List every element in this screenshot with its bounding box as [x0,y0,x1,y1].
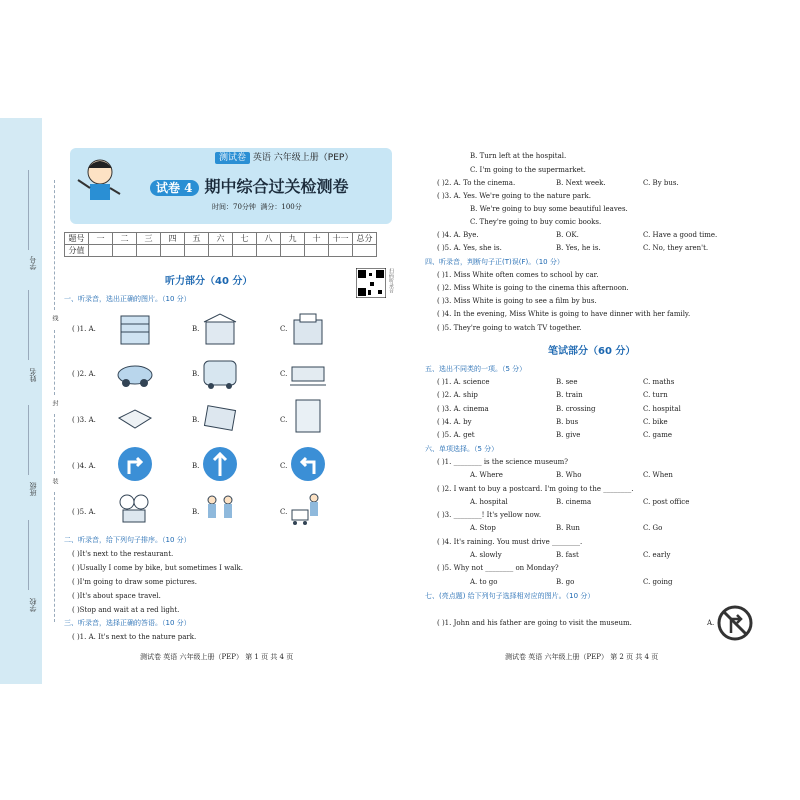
s4-item: ( )4. In the evening, Miss White is going to have dinner with her family. [437,310,691,318]
opt: C. Go [643,524,663,532]
writing-title: 笔试部分（60 分） [548,346,636,357]
cell[interactable] [209,245,233,257]
score-table [64,232,377,257]
header-tag: 测试卷 [215,152,250,164]
opt-c: C. [280,370,288,378]
header-grade: 六年级上册（PEP） [273,153,354,163]
opt: A. Where [470,471,503,479]
s4-item: ( )2. Miss White is going to the cinema this afternoon. [437,284,629,292]
s3-q5-c: C. No, they aren't. [643,244,709,252]
opt: C. post office [643,498,690,506]
s5-c: C. turn [643,391,668,399]
section-2-heading: 二、听录音，给下列句子排序。（10 分） [64,536,191,544]
qr-code-icon[interactable] [356,268,386,298]
opt: B. Who [556,471,582,479]
opt: A. hospital [470,498,508,506]
shop-icon [202,310,238,346]
cell[interactable] [257,245,281,257]
s5-b: B. crossing [556,405,596,413]
listening-title: 听力部分（40 分） [165,276,253,287]
no-right-turn-sign-icon [717,605,753,641]
opt: A. Stop [470,524,496,532]
post-office-icon [290,310,326,346]
header-subject: 英语 [252,153,271,163]
building-icon [117,310,153,346]
s5-a: ( )4. A. by [437,418,472,426]
opt-b: B. [192,416,200,424]
s1-q2: ( )2. A. [72,370,96,378]
family-walking-icon [202,492,238,528]
turn-right-sign-icon [117,446,153,482]
s6-q1: ( )1. ________ is the science museum? [437,458,569,466]
line [28,290,29,360]
s5-c: C. bike [643,418,668,426]
cell: 八 [257,233,281,245]
table-row [65,245,377,257]
shopping-cart-icon [290,492,326,528]
exam-time: 时间：70分钟 [212,203,256,211]
label-name: 姓名 [29,368,37,382]
opt-b: B. [192,370,200,378]
opt-c: C. [280,325,288,333]
cell[interactable] [137,245,161,257]
s1-q3: ( )3. A. [72,416,96,424]
footer-left: 测试卷 英语 六年级上册（PEP） 第 1 页 共 4 页 [140,653,294,661]
s3-q5-a: ( )5. A. Yes, she is. [437,244,502,252]
s5-c: C. maths [643,378,675,386]
cartoon-boy-icon [74,152,124,212]
train-icon [290,355,326,391]
table-row [65,233,377,245]
section-1-heading: 一、听录音，选出正确的图片。（10 分） [64,295,191,303]
cell: 五 [185,233,209,245]
cell: 四 [161,233,185,245]
title-text: 期中综合过关检测卷 [204,177,349,196]
s7-opt-a: A. [707,619,715,627]
s3-q5-b: B. Yes, he is. [556,244,601,252]
bus-icon [202,355,238,391]
s3-q2-b: B. Next week. [556,179,606,187]
section-4-heading: 四、听录音，判断句子正(T)误(F)。（10 分） [425,258,564,266]
opt: A. slowly [470,551,502,559]
cell[interactable] [185,245,209,257]
s5-b: B. train [556,391,583,399]
label-class: 班级 [29,482,37,496]
cell[interactable] [305,245,329,257]
taxi-icon [117,355,153,391]
cell: 十 [305,233,329,245]
section-6-heading: 六、单项选择。（5 分） [425,445,499,453]
page-title [150,174,349,197]
opt: C. early [643,551,671,559]
cell[interactable] [281,245,305,257]
s5-a: ( )2. A. ship [437,391,478,399]
s2-item: ( )I'm going to draw some pictures. [72,578,197,586]
s7-q1: ( )1. John and his father are going to visit the museum. [437,619,632,627]
cell: 九 [281,233,305,245]
footer-right: 测试卷 英语 六年级上册（PEP） 第 2 页 共 4 页 [505,653,659,661]
line [28,170,29,250]
s6-q2: ( )2. I want to buy a postcard. I'm going to the ________. [437,485,634,493]
opt: B. fast [556,551,579,559]
s3-q2-a: ( )2. A. To the cinema. [437,179,516,187]
cell[interactable] [161,245,185,257]
s5-b: B. give [556,431,581,439]
s6-q5: ( )5. Why not ________ on Monday? [437,564,559,572]
s2-item: ( )It's about space travel. [72,592,161,600]
mark-line: 线 [51,315,58,321]
opt-b: B. [192,325,200,333]
cell: 六 [209,233,233,245]
cell[interactable] [353,245,377,257]
opt: C. going [643,578,673,586]
mark-bind: 装 [51,478,58,484]
mark-seal: 封 [51,400,58,406]
s1-q5: ( )5. A. [72,508,96,516]
s5-a: ( )3. A. cinema [437,405,489,413]
cell: 三 [137,233,161,245]
cell[interactable] [233,245,257,257]
turn-left-sign-icon [290,446,326,482]
s5-a: ( )5. A. get [437,431,475,439]
cut-line [54,330,55,395]
s6-q4: ( )4. It's raining. You must drive ________. [437,538,583,546]
s1-q4: ( )4. A. [72,462,96,470]
s5-a: ( )1. A. science [437,378,490,386]
film-projector-icon [117,492,153,528]
cell[interactable] [329,245,353,257]
open-book-icon [117,400,153,436]
s3-q1-b: B. Turn left at the hospital. [470,152,567,160]
opt-c: C. [280,416,288,424]
s3-q3-c: C. They're going to buy comic books. [470,218,602,226]
paper-number: 试卷 4 [150,180,199,196]
section-5-heading: 五、选出不同类的一项。（5 分） [425,365,527,373]
opt: A. to go [470,578,498,586]
header-title-row [215,150,353,163]
go-straight-sign-icon [202,446,238,482]
opt: C. When [643,471,673,479]
s5-c: C. hospital [643,405,681,413]
exam-info [212,202,302,212]
s2-item: ( )Stop and wait at a red light. [72,606,180,614]
s3-q4-c: C. Have a good time. [643,231,718,239]
opt-c: C. [280,462,288,470]
cut-line [54,414,55,474]
section-3-heading: 三、听录音，选择正确的答语。（10 分） [64,619,191,627]
section-7-heading: 七、(亮点题) 给下列句子选择相对应的图片。（10 分） [425,592,595,600]
s3-q3-b: B. We're going to buy some beautiful leaves. [470,205,628,213]
opt-c: C. [280,508,288,516]
s5-b: B. see [556,378,578,386]
qr-caption: 扫码听录音 [388,268,394,293]
cell: 七 [233,233,257,245]
opt: B. go [556,578,575,586]
book-icon [202,400,238,436]
s3-q1-c: C. I'm going to the supermarket. [470,166,586,174]
cell[interactable] [89,245,113,257]
opt-b: B. [192,508,200,516]
label-school: 学校 [29,598,37,612]
cell: 分值 [65,245,89,257]
s4-item: ( )3. Miss White is going to see a film by bus. [437,297,597,305]
s4-item: ( )5. They're going to watch TV together. [437,324,582,332]
line [28,405,29,475]
s3-q2-c: C. By bus. [643,179,679,187]
cut-line [54,492,55,622]
s6-q3: ( )3. ________! It's yellow now. [437,511,542,519]
opt-b: B. [192,462,200,470]
cell: 题号 [65,233,89,245]
label-student-id: 学号 [29,256,37,270]
s4-item: ( )1. Miss White often comes to school by car. [437,271,599,279]
cell[interactable] [113,245,137,257]
s3-q1: ( )1. A. It's next to the nature park. [72,633,197,641]
line [28,520,29,590]
map-book-icon [290,398,326,434]
cut-line [54,180,55,310]
opt: B. cinema [556,498,592,506]
cell: 十一 [329,233,353,245]
cell: 一 [89,233,113,245]
s3-q4-b: B. OK. [556,231,579,239]
full-score: 满分：100分 [260,203,302,211]
s2-item: ( )It's next to the restaurant. [72,550,174,558]
s5-b: B. bus [556,418,579,426]
s5-c: C. game [643,431,672,439]
s3-q4-a: ( )4. A. Bye. [437,231,479,239]
opt: B. Run [556,524,580,532]
s2-item: ( )Usually I come by bike, but sometimes I walk. [72,564,243,572]
s1-q1: ( )1. A. [72,325,96,333]
cell: 二 [113,233,137,245]
cell: 总分 [353,233,377,245]
s3-q3-a: ( )3. A. Yes. We're going to the nature park. [437,192,591,200]
